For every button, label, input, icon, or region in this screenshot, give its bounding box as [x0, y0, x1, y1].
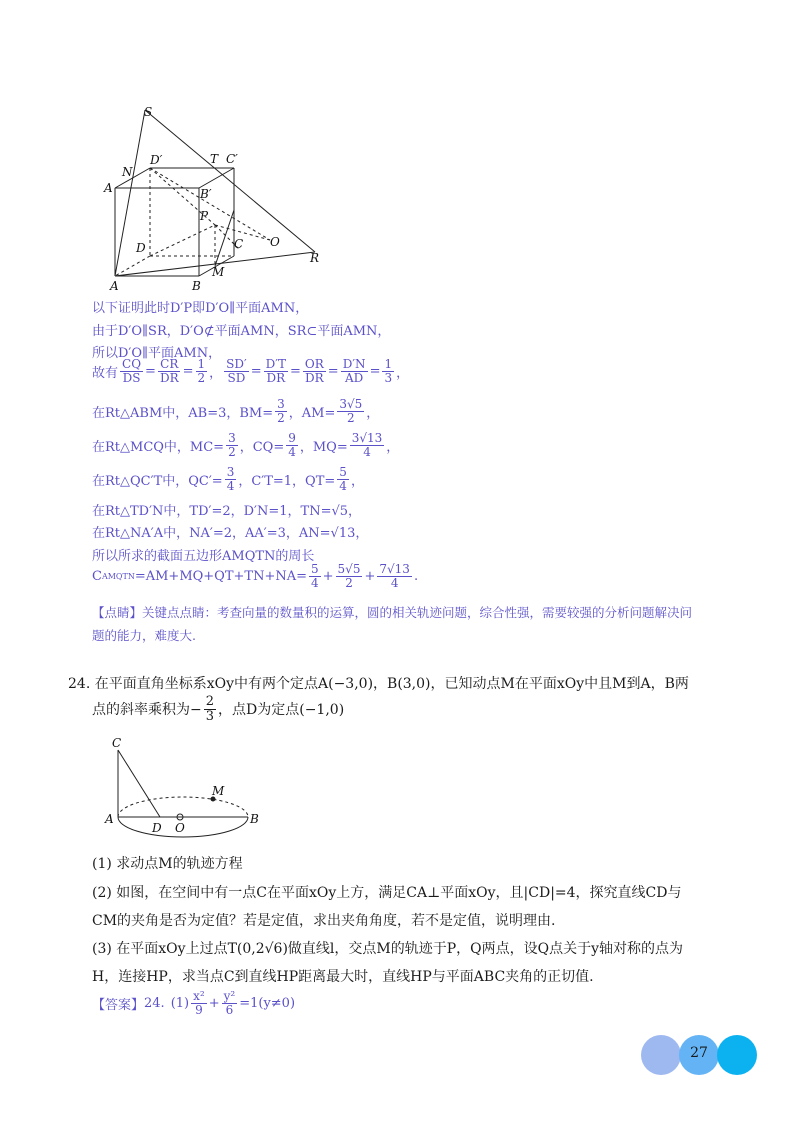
- eq-sign: =: [182, 363, 194, 379]
- solution-line-1: 以下证明此时D′P即D′O∥平面AMN，: [92, 301, 309, 316]
- end-comma: ，: [396, 365, 410, 381]
- label-D: D: [152, 821, 162, 835]
- label-Dprime: D′: [150, 153, 163, 167]
- solution-line-naa: 在Rt△NA′A中，NA′=2，AA′=3，AN=√13，: [92, 526, 369, 541]
- question-3-line-2: H，连接HP，求当点C到直线HP距离最大时，直线HP与平面ABC夹角的正切值.: [92, 969, 594, 985]
- comment-line-1: 【点睛】关键点点睛：考查向量的数量积的运算，圆的相关轨迹问题，综合性强，需要较强的分析问题解决问: [92, 605, 693, 620]
- fraction-dpt-dr: $\frac{D'T}{DR}$: [265, 357, 287, 385]
- eq-sign: =: [290, 363, 301, 379]
- solution-line-3: 所以D′O∥平面AMN，: [92, 346, 222, 361]
- eq-sign: =: [145, 363, 156, 379]
- label-A: A: [105, 812, 114, 826]
- solution-line-tdn: 在Rt△TD′N中，TD′=2，D′N=1，TN=√5，: [92, 504, 362, 519]
- solution-line-qct: 在Rt△QC′T中，QC′= $\frac{3}{4}$ ，C′T=1，QT= $\frac{5}{4}$ ，: [92, 465, 364, 493]
- eq-sign: =: [250, 363, 262, 379]
- label-D: D: [136, 241, 146, 255]
- label-A-top: A: [104, 181, 113, 195]
- ratio-prefix: 故有: [92, 365, 119, 381]
- label-C: C: [112, 736, 122, 750]
- solution-line-perimeter-intro: 所以所求的截面五边形AMQTN的周长: [92, 549, 315, 564]
- answer-line: 【答案】 24. (1) $\frac{\text{x²}}{9}$ + $\frac{\text{y²}}{6}$ =1(y≠0): [92, 989, 296, 1017]
- label-N: N: [122, 165, 133, 179]
- fraction-one-third: $\frac{1}{3}$: [384, 357, 393, 385]
- ellipse-figure: [100, 735, 270, 845]
- label-P: P: [200, 209, 209, 223]
- label-A-bottom: A: [110, 279, 119, 293]
- fraction-sdp-sd: $\frac{SD'}{SD}$: [226, 357, 247, 385]
- label-O: O: [175, 821, 185, 835]
- problem-24-line-2: 点的斜率乘积为− $\frac{2}{3}$ ，点D为定点(−1,0): [92, 694, 345, 724]
- problem-24-line-1: 24. 在平面直角坐标系xOy中有两个定点A(−3,0)，B(3,0)，已知动点M在平面xOy中且M到A，B两: [68, 676, 689, 692]
- label-Cprime: C′: [226, 152, 238, 166]
- solution-line-perimeter: C AMQTN =AM+MQ+QT+TN+NA= $\frac{5}{4}$ + $\frac{5√5}{2}$ + $\frac{7√13}{4}$ .: [92, 562, 419, 590]
- fraction-one-half: $\frac{1}{2}$: [197, 357, 206, 385]
- fraction-cq-ds: $\frac{CQ}{DS}$: [122, 357, 142, 385]
- decor-circle-1: [641, 1035, 681, 1075]
- solution-line-mcq: 在Rt△MCQ中，MC= $\frac{3}{2}$ ，CQ= $\frac{9}{4}$ ，MQ= $\frac{3√13}{4}$ ，: [92, 431, 400, 459]
- label-O: O: [270, 235, 280, 249]
- eq-sign: =: [327, 363, 339, 379]
- label-M: M: [212, 265, 225, 279]
- label-S: S: [144, 105, 153, 119]
- fraction-or-dr: $\frac{OR}{DR}$: [304, 357, 324, 385]
- fraction-dpn-ad: $\frac{D'N}{AD}$: [342, 357, 366, 385]
- ratio-line: [92, 358, 409, 384]
- fraction-cr-dr: $\frac{CR}{DR}$: [159, 357, 179, 385]
- solution-line-abm: 在Rt△ABM中，AB=3，BM= $\frac{3}{2}$ ，AM= $\frac{3√5}{2}$ ，: [92, 397, 380, 425]
- cube-section-figure: [100, 100, 340, 295]
- label-M: M: [212, 784, 225, 798]
- eq-sign: =: [369, 363, 381, 379]
- decor-circle-3: [717, 1035, 757, 1075]
- label-R: R: [310, 251, 320, 265]
- label-B: B: [192, 279, 201, 293]
- comment-line-2: 题的能力，难度大.: [92, 628, 196, 643]
- question-2-line-1: (2) 如图，在空间中有一点C在平面xOy上方，满足CA⊥平面xOy，且|CD|=4，探究直线CD与: [92, 885, 682, 901]
- label-C: C: [234, 237, 244, 251]
- question-1: (1) 求动点M的轨迹方程: [92, 856, 243, 872]
- page-number: 27: [690, 1045, 708, 1061]
- label-Bprime: B′: [200, 187, 212, 201]
- solution-line-2: 由于D′O∥SR，D′O⊄平面AMN，SR⊂平面AMN，: [92, 324, 391, 339]
- question-2-line-2: CM的夹角是否为定值？若是定值，求出夹角角度，若不是定值，说明理由.: [92, 913, 556, 929]
- label-B: B: [250, 812, 259, 826]
- separator: ，: [209, 365, 223, 381]
- label-T: T: [210, 152, 219, 166]
- question-3-line-1: (3) 在平面xOy上过点T(0,2√6)做直线l，交点M的轨迹于P，Q两点，设Q点关于y轴对称的点为: [92, 941, 684, 957]
